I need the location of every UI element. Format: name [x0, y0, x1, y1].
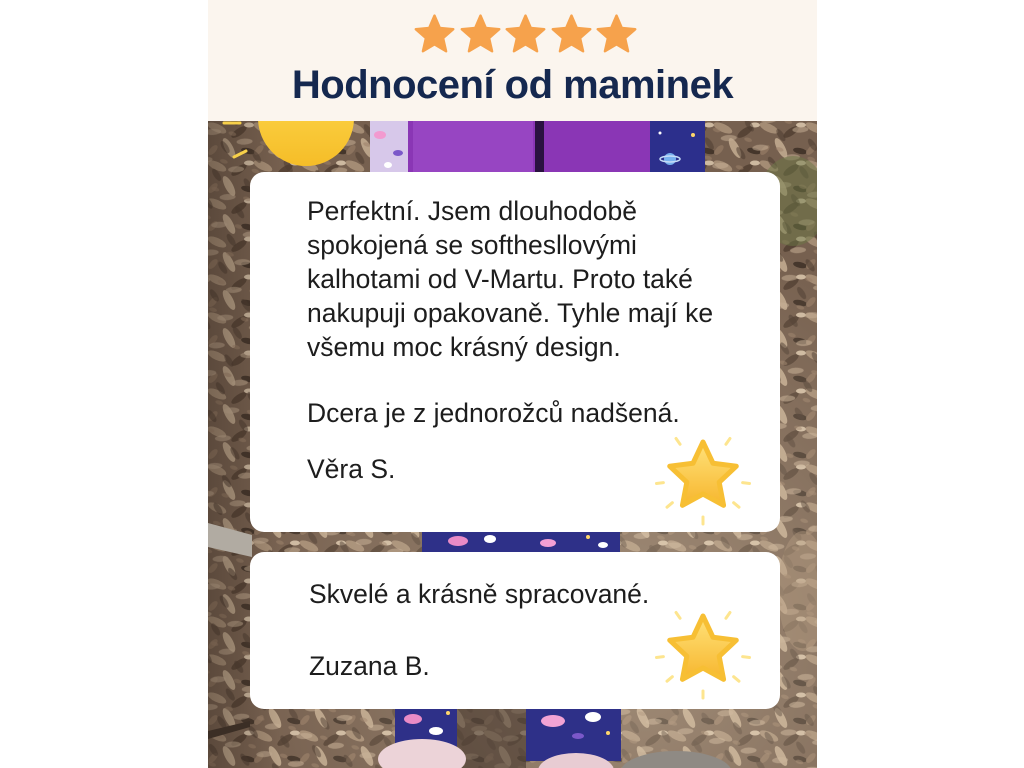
review-text-line: nakupuji opakovaně. Tyhle mají ke: [307, 298, 714, 328]
review-text-line: Skvelé a krásně spracované.: [309, 579, 650, 609]
review-author: Zuzana B.: [309, 651, 430, 681]
rating-star-icon: [551, 14, 592, 55]
review-text: [307, 396, 680, 430]
review-text-line: kalhotami od V-Martu. Proto také: [307, 264, 693, 294]
rating-stars: [414, 14, 637, 55]
rating-star-icon: [505, 14, 546, 55]
rating-star-icon: [414, 14, 455, 55]
sparkle-star-icon: [653, 425, 753, 525]
banner-header: [208, 0, 817, 121]
banner-title: Hodnocení od maminek: [291, 63, 734, 107]
review-card: [250, 172, 780, 532]
review-banner: [208, 0, 817, 768]
review-text-line: Dcera je z jednorožců nadšená.: [307, 398, 680, 428]
review-card: [250, 552, 780, 709]
review-author: Věra S.: [307, 454, 396, 484]
review-text-line: všemu moc krásný design.: [307, 332, 621, 362]
rating-star-icon: [460, 14, 501, 55]
child-jacket: [370, 121, 705, 175]
review-text-line: spokojená se softhesllovými: [307, 230, 637, 260]
sparkle-star-icon: [653, 599, 753, 699]
rating-star-icon: [596, 14, 637, 55]
review-text: [309, 577, 649, 611]
review-text-line: Perfektní. Jsem dlouhodobě: [307, 196, 637, 226]
review-text: [307, 194, 713, 364]
